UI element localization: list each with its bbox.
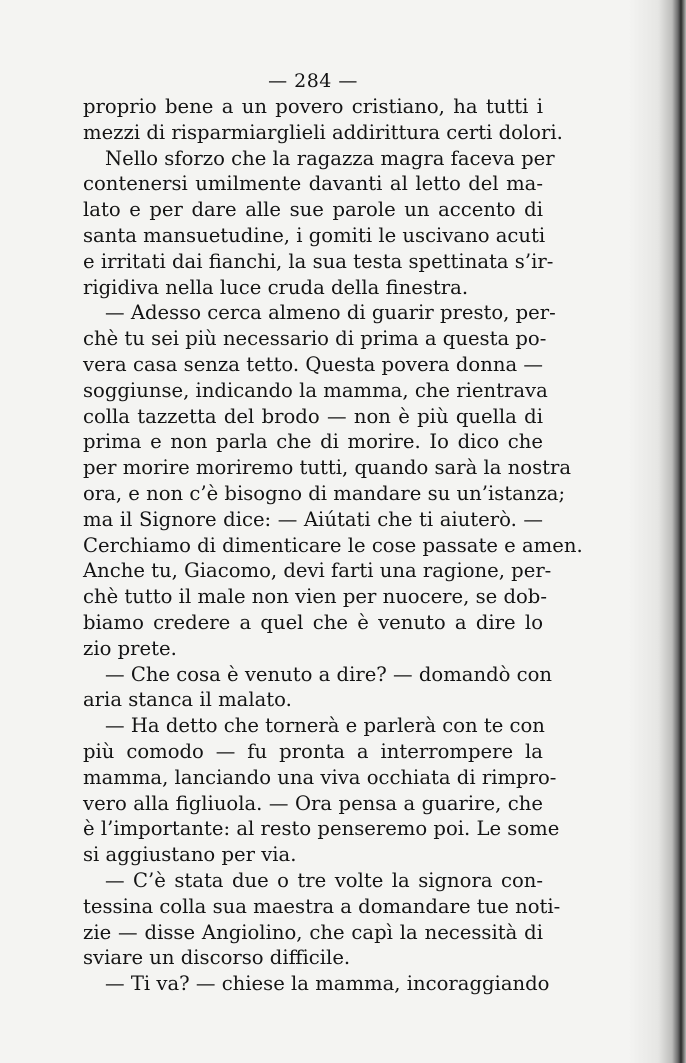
text-line: Anche tu, Giacomo, devi farti una ragione, per-: [83, 559, 552, 583]
text-line: chè tutto il male non vien per nuocere, se dob-: [83, 585, 547, 609]
text-line: proprio bene a un povero cristiano, ha tutti i: [83, 95, 543, 118]
text-line: mezzi di risparmiarglieli addirittura certi dolori.: [83, 120, 563, 144]
text-line: Nello sforzo che la ragazza magra faceva per: [105, 146, 555, 170]
text-line: e irritati dai fianchi, la sua testa spettinata s’ir-: [83, 249, 554, 273]
text-line: — Ha detto che tornerà e parlerà con te con: [105, 714, 545, 738]
body-text: [83, 94, 583, 997]
text-line: soggiunse, indicando la mamma, che rientrava: [83, 378, 548, 402]
text-line: per morire moriremo tutti, quando sarà la nostra: [83, 456, 572, 480]
text-line: — C’è stata due o tre volte la signora con-: [105, 868, 543, 892]
text-line: vero alla figliuola. — Ora pensa a guarire, che: [83, 791, 543, 815]
text-line: contenersi umilmente davanti al letto del ma-: [83, 172, 543, 196]
text-line: — Adesso cerca almeno di guarir presto, per-: [105, 301, 556, 325]
text-line: colla tazzetta del brodo — non è più quella di: [83, 404, 543, 428]
scan-edge-shadow: [628, 0, 686, 1063]
text-line: lato e per dare alle sue parole un accento di: [83, 198, 543, 222]
text-line: si aggiustano per via.: [83, 843, 297, 867]
text-line: è l’importante: al resto penseremo poi. Le some: [83, 817, 560, 841]
text-line: chè tu sei più necessario di prima a questa po-: [83, 327, 547, 351]
text-line: zio prete.: [83, 636, 177, 660]
text-line: prima e non parla che di morire. Io dico che: [83, 430, 543, 454]
text-line: sviare un discorso difficile.: [83, 946, 351, 970]
text-line: Cerchiamo di dimenticare le cose passate e amen.: [83, 533, 583, 557]
text-line: più comodo — fu pronta a interrompere la: [83, 739, 543, 763]
text-line: rigidiva nella luce cruda della finestra.: [83, 275, 469, 299]
text-line: mamma, lanciando una viva occhiata di rimpro-: [83, 765, 557, 789]
text-line: ma il Signore dice: — Aiútati che ti aiuterò. —: [83, 507, 543, 531]
text-line: biamo credere a quel che è venuto a dire lo: [83, 610, 543, 634]
text-line: zie — disse Angiolino, che capì la necessità di: [83, 920, 543, 944]
book-page: [83, 68, 583, 997]
text-line: vera casa senza tetto. Questa povera donna —: [83, 352, 543, 376]
text-line: — Che cosa è venuto a dire? — domandò con: [105, 662, 553, 686]
text-line: tessina colla sua maestra a domandare tue noti-: [83, 894, 561, 918]
text-line: santa mansuetudine, i gomiti le uscivano acuti: [83, 223, 546, 247]
text-line: aria stanca il malato.: [83, 688, 292, 712]
page-number: — 284 —: [268, 70, 358, 92]
text-line: ora, e non c’è bisogno di mandare su un’istanza;: [83, 481, 566, 505]
text-line: — Ti va? — chiese la mamma, incoraggiando: [105, 972, 550, 996]
